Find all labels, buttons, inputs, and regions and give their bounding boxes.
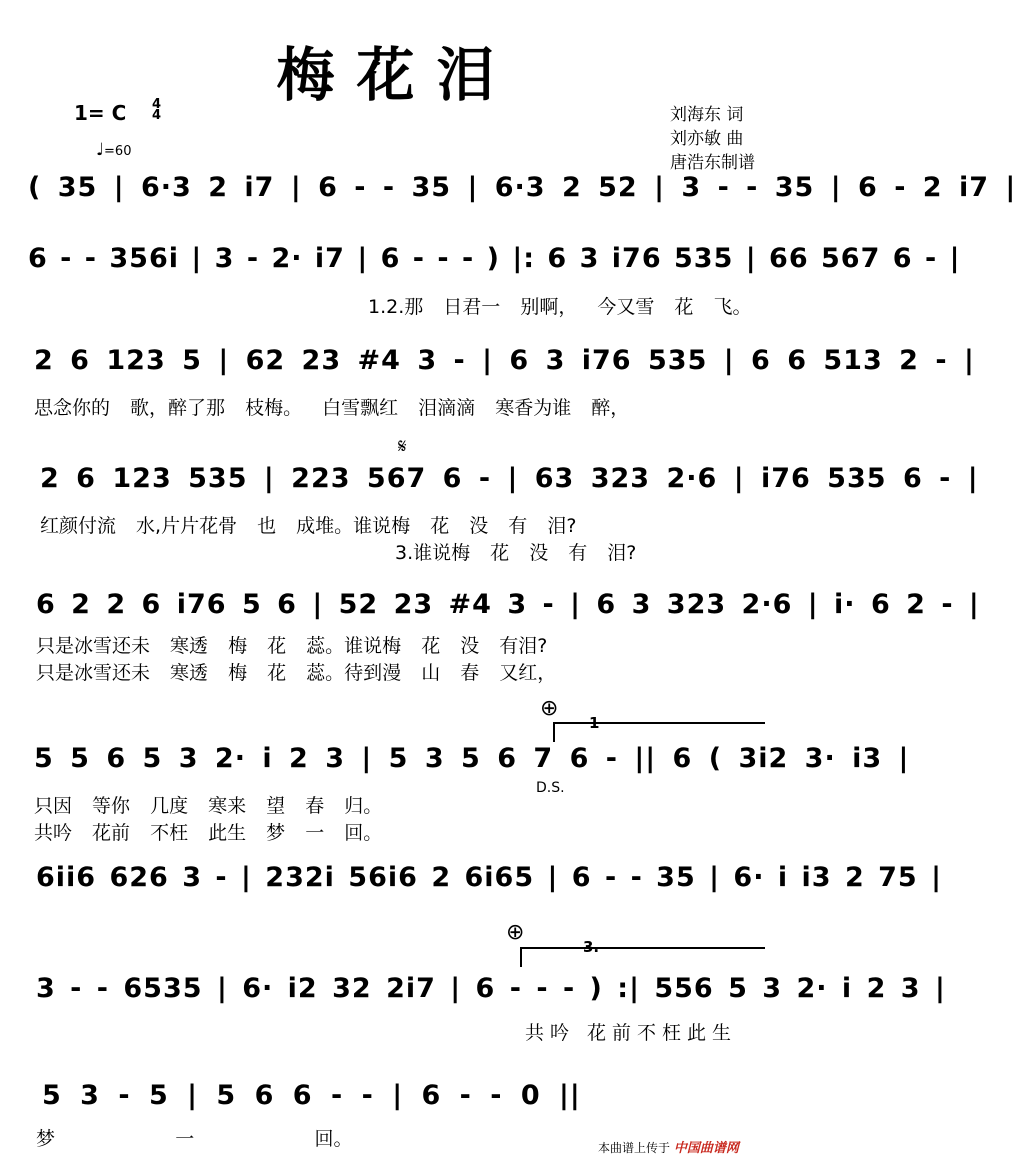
- lyric-row-8: 共吟 花前不枉此生: [525, 1022, 738, 1044]
- volta-bracket-1: [553, 722, 765, 724]
- quarter-note-icon: ♩: [96, 140, 105, 160]
- site-logo: 中国曲谱网: [673, 1141, 739, 1156]
- coda-mark-2: ⊕: [506, 920, 525, 945]
- score-row-3: 2 6 123 5 | 62 23 #4 3 - | 6 3 i76 535 | 6 6 513 2 - |: [34, 345, 975, 376]
- song-title: 梅花泪: [276, 41, 517, 109]
- lyric-row-4b: 3.谁说梅 花 没 有 泪?: [395, 542, 637, 564]
- coda-mark-1: ⊕: [540, 696, 559, 721]
- lyric-row-4: 红颜付流 水,片片花骨 也 成堆。谁说梅 花 没 有 泪?: [40, 515, 577, 537]
- score-row-7: 6ii6 626 3 - | 232i 56i6 2 6i65 | 6 - - 35 | 6· i i3 2 75 |: [36, 862, 942, 893]
- time-signature: [152, 99, 161, 121]
- volta-bracket-3: [520, 947, 765, 949]
- time-signature-top: 4: [152, 97, 162, 112]
- tempo-marking: [96, 140, 131, 160]
- lyric-row-2: 1.2.那 日君一 别啊， 今又雪 花 飞。: [368, 296, 752, 318]
- segno-mark: 𝄋: [398, 434, 407, 458]
- score-row-8: 3 - - 6535 | 6· i2 32 2i7 | 6 - - - ) :| 556 5 3 2· i 2 3 |: [36, 973, 946, 1004]
- score-row-1: ( 35 | 6·3 2 i7 | 6 - - 35 | 6·3 2 52 | 3 - - 35 | 6 - 2 i7 |: [28, 172, 1016, 203]
- credit-transcriber: 唐浩东制谱: [670, 153, 755, 173]
- score-row-2: 6 - - 356i | 3 - 2· i7 | 6 - - - ) |: 6 3 i76 535 | 66 567 6 - |: [28, 243, 961, 274]
- tempo-value: =60: [104, 144, 132, 159]
- lyric-row-5b: 只是冰雪还未 寒透 梅 花 蕊。待到漫 山 春 又红，: [36, 662, 557, 684]
- volta-3-label: 3.: [583, 938, 600, 956]
- credit-composer: 刘亦敏 曲: [670, 129, 744, 149]
- score-row-6: 5 5 6 5 3 2· i 2 3 | 5 3 5 6 7 6 - || 6 ( 3i2 3· i3 |: [34, 743, 910, 774]
- ds-mark: D.S.: [536, 780, 565, 796]
- lyric-row-6b: 共吟 花前 不枉 此生 梦 一 回。: [34, 822, 383, 844]
- footer-text: 本曲谱上传于: [598, 1141, 671, 1155]
- score-row-9: 5 3 - 5 | 5 6 6 - - | 6 - - 0 ||: [42, 1080, 581, 1111]
- key-signature: 1= C: [74, 101, 127, 125]
- lyric-row-3: 思念你的 歌，醉了那 枝梅。 白雪飘红 泪滴滴 寒香为谁 醉，: [34, 397, 630, 419]
- volta-bracket-3-left: [520, 947, 522, 967]
- credit-lyricist: 刘海东 词: [670, 105, 744, 125]
- volta-1-label: 1: [589, 714, 600, 732]
- lyric-row-9: 梦 一 回。: [36, 1128, 353, 1150]
- score-row-4: 2 6 123 535 | 223 567 6 - | 63 323 2·6 | i76 535 6 - |: [40, 463, 979, 494]
- volta-bracket-1-left: [553, 722, 555, 742]
- score-row-5: 6 2 2 6 i76 5 6 | 52 23 #4 3 - | 6 3 323 2·6 | i· 6 2 - |: [36, 589, 980, 620]
- footer-source: [598, 1137, 739, 1156]
- lyric-row-6: 只因 等你 几度 寒来 望 春 归。: [34, 795, 383, 817]
- lyric-row-5: 只是冰雪还未 寒透 梅 花 蕊。谁说梅 花 没 有泪?: [36, 635, 548, 657]
- time-signature-bottom: 4: [152, 108, 162, 123]
